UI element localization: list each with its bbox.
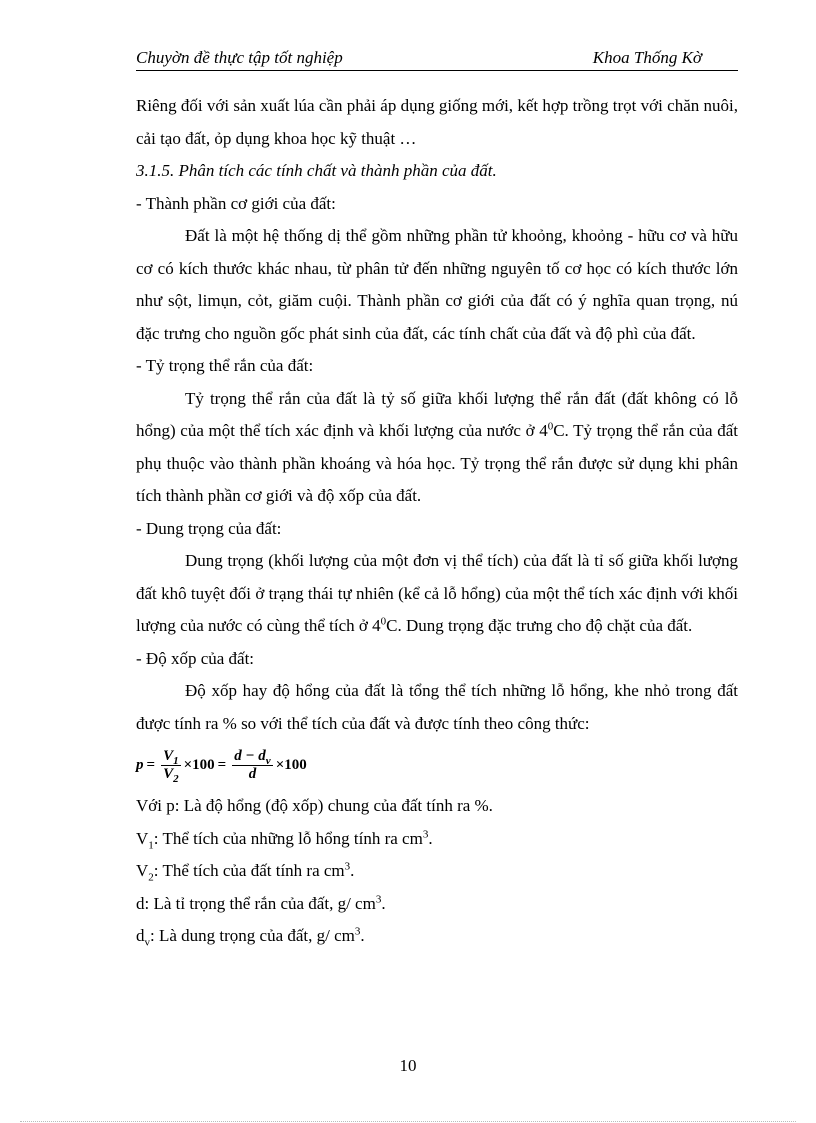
paragraph: Riêng đối với sản xuất lúa cần phải áp dụng giống mới, kết hợp trồng trọt với chăn nuôi, cải tạo đất, ỏp dụng khoa học kỹ thuật … bbox=[136, 96, 738, 148]
definition-v1: $V_1$: Thể tích của những lỗ hổng tính ra $cm^3$. bbox=[136, 827, 433, 851]
paragraph: Đất là một hệ thống dị thể gồm những phần tử khoỏng, khoỏng - hữu cơ và hữu cơ có kích thước khác nhau, từ phân tử đến những nguyên tố cơ học có kích thước lớn như sột, limụn, cỏt, giăm cuội. Thành phần cơ giới của đất có ý nghĩa quan trọng, nú đặc trưng cho nguồn gốc phát sinh của đất, các tính chất của đất và độ phì của đất. bbox=[136, 226, 738, 343]
subheading-porosity: - Độ xốp của đất: bbox=[136, 648, 255, 668]
subheading-bulk-density: - Dung trọng của đất: bbox=[136, 518, 282, 538]
page-header bbox=[136, 48, 738, 71]
subheading-solid-density: - Tỷ trọng thể rắn của đất: bbox=[136, 356, 314, 375]
subheading-mechanical-composition: - Thành phần cơ giới của đất: bbox=[136, 193, 336, 213]
header-course-title: Chuyờn đề thực tập tốt nghiệp bbox=[136, 48, 343, 67]
fraction: $\frac{V_1}{V_2}$ bbox=[163, 747, 179, 785]
page-number: 10 bbox=[399, 1056, 417, 1075]
document-body bbox=[136, 90, 738, 953]
definition-dv: $d_v$: Là dung trọng của đất, g/ $cm^3$. bbox=[136, 925, 365, 949]
definition-p: Với p: Là độ hổng (độ xốp) chung của đất tính ra %. bbox=[136, 796, 493, 815]
page-bottom-divider bbox=[20, 1121, 796, 1122]
section-title: 3.1.5. Phân tích các tính chất và thành phần của đất. bbox=[136, 161, 497, 180]
porosity-formula: p = $\frac{V_1}{V_2}$ ×100 = $\frac{d - d_v}{d}$ ×100 bbox=[136, 747, 307, 785]
fraction: $\frac{d - d_v}{d}$ bbox=[234, 747, 271, 782]
definition-v2: $V_2$: Thể tích của đất tính ra $cm^3$. bbox=[136, 860, 355, 884]
header-faculty: Khoa Thống Kờ bbox=[592, 48, 702, 67]
paragraph: Tỷ trọng thể rắn của đất là tỷ số giữa khối lượng thể rắn đất (đất không có lỗ hổng) của một thể tích xác định và khối lượng của nước ở $4^0C$. Tỷ trọng thể rắn của đất phụ thuộc vào thành phần khoáng và hóa học. Tỷ trọng thể rắn được sử dụng khi phân tích thành phần cơ giới và độ xốp của đất. bbox=[136, 388, 738, 505]
definition-d: d: Là tỉ trọng thể rắn của đất, g/ $cm^3$. bbox=[136, 892, 386, 913]
paragraph: Độ xốp hay độ hổng của đất là tổng thể tích những lỗ hổng, khe nhỏ trong đất được tính ra % so với thể tích của đất và được tính theo công thức: bbox=[136, 681, 738, 733]
paragraph: Dung trọng (khối lượng của một đơn vị thể tích) của đất là tỉ số giữa khối lượng đất khô tuyệt đối ở trạng thái tự nhiên (kể cả lỗ hổng) của một thể tích xác định với khối lượng của nước có cùng thể tích ở $4^0C$. Dung trọng đặc trưng cho độ chặt của đất. bbox=[136, 551, 738, 635]
